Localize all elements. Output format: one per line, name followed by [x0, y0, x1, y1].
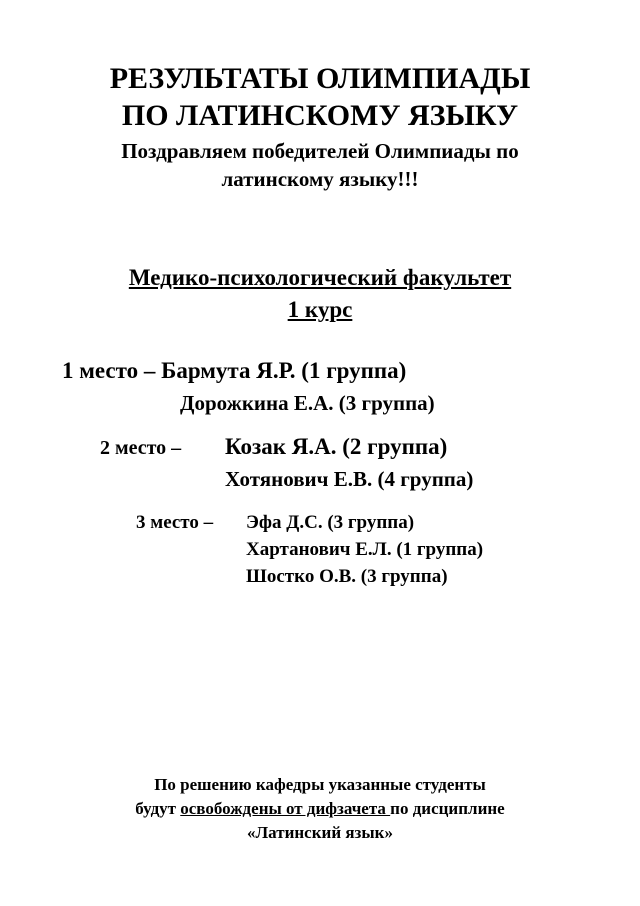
second-place-winner-2: Хотянович Е.В. (4 группа) — [225, 467, 474, 491]
first-place-label: 1 место – — [62, 358, 162, 383]
page-title-line-2: ПО ЛАТИНСКОМУ ЯЗЫКУ — [121, 99, 519, 132]
first-place-row — [62, 358, 406, 384]
second-place-label: 2 место – — [100, 437, 182, 459]
page-title-line-1: РЕЗУЛЬТАТЫ ОЛИМПИАДЫ — [109, 62, 531, 95]
congratulations-line-2: латинскому языку!!! — [221, 167, 419, 191]
first-place-winner-1: Бармута Я.Р. (1 группа) — [161, 358, 407, 383]
footer-line-2-end: по дисциплине — [390, 799, 505, 818]
third-place-winner-2: Хартанович Е.Л. (1 группа) — [246, 539, 484, 560]
footer-line-1: По решению кафедры указанные студенты — [154, 775, 486, 794]
third-place-label: 3 место – — [136, 512, 214, 533]
footer-line-2 — [0, 797, 640, 821]
course-label: 1 курс — [287, 297, 353, 322]
second-place-winner-1: Козак Я.А. (2 группа) — [225, 434, 448, 459]
faculty-name: Медико-психологический факультет — [128, 265, 512, 290]
footer-line-2-start: будут — [135, 799, 181, 818]
third-place-winner-1: Эфа Д.С. (3 группа) — [246, 512, 415, 533]
footer-exemption-text: освобождены от дифзачета — [180, 799, 391, 818]
congratulations-line-1: Поздравляем победителей Олимпиады по — [121, 139, 519, 163]
third-place-winner-3: Шостко О.В. (3 группа) — [246, 566, 448, 587]
first-place-winner-2: Дорожкина Е.А. (3 группа) — [180, 391, 435, 415]
footer-line-3: «Латинский язык» — [247, 823, 393, 842]
